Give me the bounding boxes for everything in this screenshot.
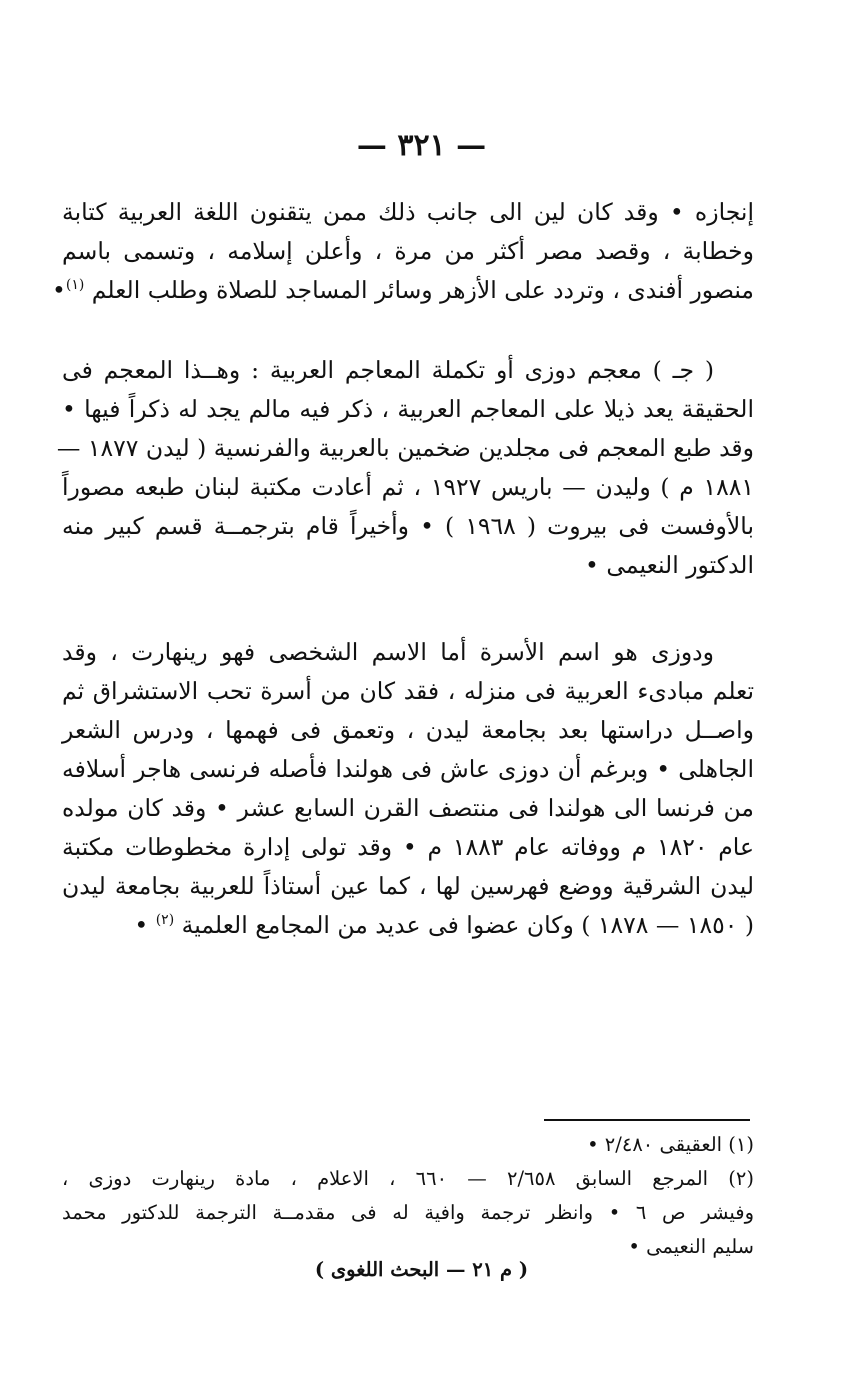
footnote-2-line: (٢) المرجع السابق ٢/٦٥٨ — ٦٦٠ ، الاعلام ، مادة رينهارت دوزى ،: [62, 1167, 754, 1190]
text-line: ودوزى هو اسم الأسرة أما الاسم الشخصى فهو رينهارت ، وقد: [62, 638, 714, 666]
footnote-2-line: سليم النعيمى •: [628, 1235, 754, 1258]
text-line: وخطابة ، وقصد مصر أكثر من مرة ، وأعلن إسلامه ، وتسمى باسم: [62, 237, 754, 265]
text-line: الجاهلى • وبرغم أن دوزى عاش فى هولندا فأصله فرنسى هاجر أسلافه: [62, 755, 754, 783]
footnote-1: (١) العقيقى ٢/٤٨٠ •: [587, 1133, 754, 1156]
text-line: تعلم مبادىء العربية فى منزله ، فقد كان من أسرة تحب الاستشراق ثم: [62, 677, 754, 705]
page-number: — ٣٢١ —: [356, 128, 487, 163]
paragraph-dozy-biography: [62, 633, 754, 945]
text-line: ليدن الشرقية ووضع فهرسين لها ، كما عين أستاذاً للعربية بجامعة ليدن: [62, 872, 754, 900]
text-line: بالأوفست فى بيروت ( ١٩٦٨ ) • وأخيراً قام بترجمــة قسم كبير منه: [62, 512, 754, 540]
footnote-reference: (١): [65, 277, 85, 294]
footnote-reference: (٢): [155, 912, 175, 929]
footnote-divider: [544, 1119, 750, 1121]
text-line-content: منصور أفندى ، وتردد على الأزهر وسائر المساجد للصلاة وطلب العلم: [91, 276, 754, 304]
paragraph-dozy-dictionary: [56, 351, 754, 585]
text-line: الدكتور النعيمى •: [585, 551, 754, 579]
text-line: وقد طبع المعجم فى مجلدين ضخمين بالعربية والفرنسية ( ليدن ١٨٧٧ —: [56, 434, 754, 462]
text-line-content: ( ١٨٥٠ — ١٨٧٨ ) وكان عضوا فى عديد من المجامع العلمية: [181, 911, 754, 939]
text-line: الحقيقة يعد ذيلا على المعاجم العربية ، ذكر فيه مالم يجد له ذكراً فيها •: [62, 395, 754, 423]
line-end-mark: •: [51, 276, 66, 304]
line-end-mark: •: [134, 911, 149, 939]
text-line: من فرنسا الى هولندا فى منتصف القرن السابع عشر • وقد كان مولده: [62, 794, 754, 822]
text-line: [51, 271, 754, 310]
text-line: [62, 906, 754, 945]
text-line: واصــل دراستها بعد بجامعة ليدن ، وتعمق فى فهمها ، ودرس الشعر: [62, 716, 754, 744]
text-line: إنجازه • وقد كان لين الى جانب ذلك ممن يتقنون اللغة العربية كتابة: [62, 198, 754, 226]
paragraph-lane-biography: [51, 193, 754, 310]
text-line: ١٨٨١ م ) وليدن — باريس ١٩٢٧ ، ثم أعادت مكتبة لبنان طبعه مصوراً: [62, 473, 754, 501]
footnotes: [62, 1128, 754, 1264]
footnote-2-line: وفيشر ص ٦ • وانظر ترجمة وافية له فى مقدمــة الترجمة للدكتور محمد: [62, 1201, 754, 1224]
text-line: ( جـ ) معجم دوزى أو تكملة المعاجم العربية : وهــذا المعجم فى: [62, 356, 714, 384]
text-line: عام ١٨٢٠ م ووفاته عام ١٨٨٣ م • وقد تولى إدارة مخطوطات مكتبة: [62, 833, 754, 861]
signature-mark: ( م ٢١ — البحث اللغوى ): [314, 1258, 529, 1281]
